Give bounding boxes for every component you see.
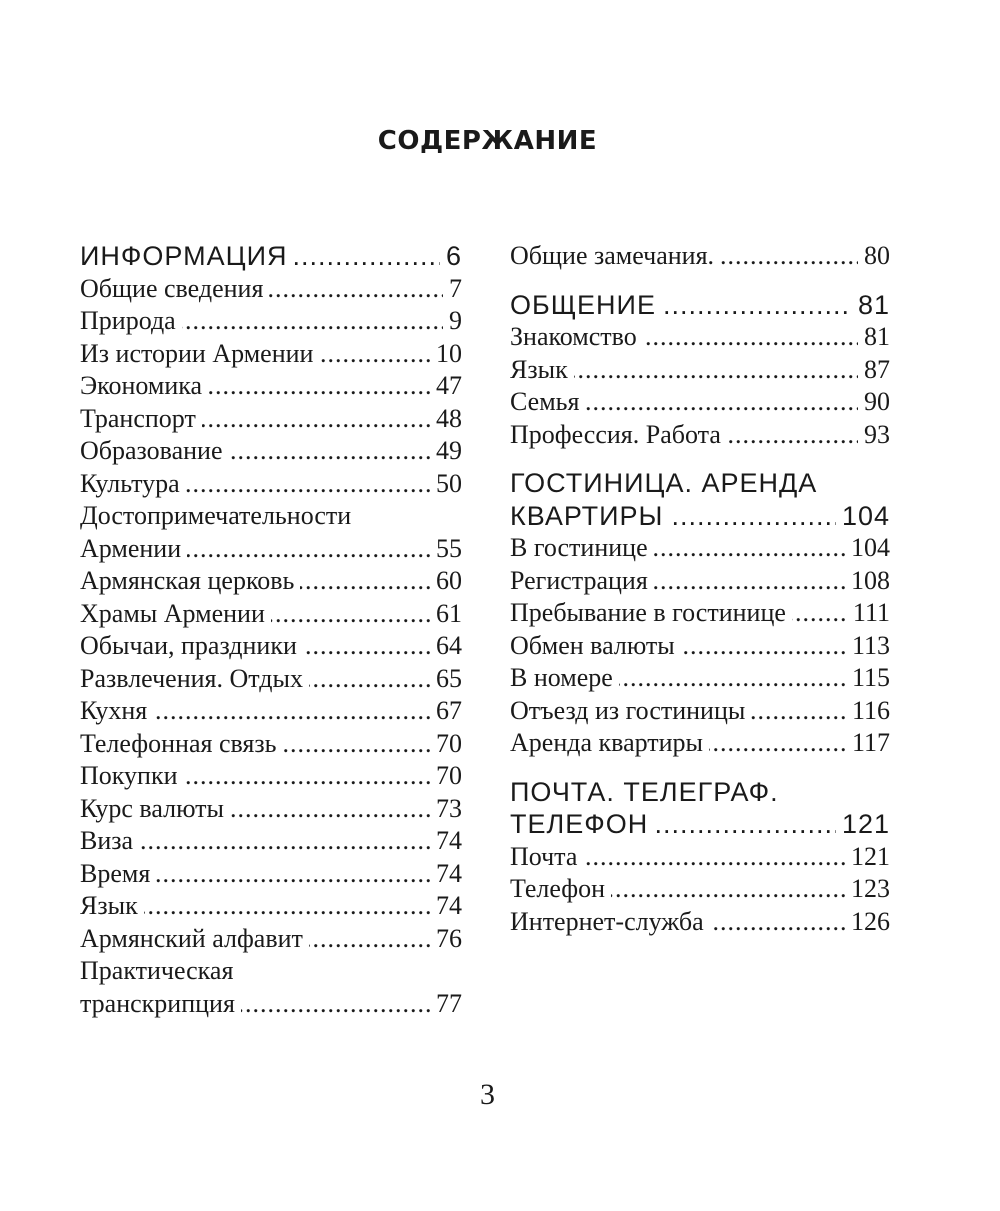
toc-entry-title: Знакомство — [510, 322, 643, 351]
toc-entry-first-line[interactable] — [510, 467, 890, 500]
toc-entry[interactable] — [80, 825, 462, 858]
toc-entry-title: Язык — [80, 891, 144, 920]
toc-entry-page: 116 — [846, 695, 890, 728]
toc-entry[interactable] — [80, 305, 462, 338]
toc-entry-page: 73 — [430, 793, 462, 826]
toc-entry-page: 70 — [430, 728, 462, 761]
toc-entry-page: 90 — [858, 386, 890, 419]
toc-entry[interactable] — [510, 597, 890, 630]
toc-entry[interactable] — [80, 598, 462, 631]
toc-entry[interactable] — [80, 695, 462, 728]
toc-entry-page: 81 — [852, 289, 890, 322]
toc-entry-title: ОБЩЕНИЕ — [510, 290, 662, 320]
toc-entry-page: 104 — [845, 532, 890, 565]
toc-entry-title: Практическая — [80, 956, 239, 985]
toc-entry-title: Покупки — [80, 761, 184, 790]
toc-entry-title: Виза — [80, 826, 139, 855]
toc-entry-page: 60 — [430, 565, 462, 598]
toc-entry-title: Общие сведения — [80, 274, 269, 303]
toc-entry[interactable] — [510, 695, 890, 728]
toc-entry[interactable] — [80, 403, 462, 436]
toc-entry-title: Природа — [80, 306, 182, 335]
toc-entry-title: Семья — [510, 387, 585, 416]
toc-entry-page: 81 — [858, 321, 890, 354]
toc-entry-page: 104 — [836, 500, 890, 533]
toc-entry[interactable] — [510, 873, 890, 906]
toc-entry-title: Язык — [510, 355, 574, 384]
toc-entry-title: ГОСТИНИЦА. АРЕНДА — [510, 468, 823, 498]
toc-entry[interactable] — [80, 923, 462, 956]
toc-entry[interactable] — [510, 240, 890, 273]
toc-entry-page: 115 — [846, 662, 890, 695]
toc-entry[interactable] — [80, 663, 462, 696]
toc-entry-page: 123 — [845, 873, 890, 906]
toc-entry-title: Кухня — [80, 696, 153, 725]
toc-entry-title: ТЕЛЕФОН — [510, 809, 654, 839]
toc-entry-title: Обычаи, праздники — [80, 631, 303, 660]
page-title: СОДЕРЖАНИЕ — [377, 126, 598, 156]
toc-entry-title: Интернет-служба — [510, 907, 710, 936]
toc-entry-title: Профессия. Работа — [510, 420, 727, 449]
toc-entry-first-line[interactable] — [510, 776, 890, 809]
toc-entry-page: 64 — [430, 630, 462, 663]
toc-entry-title: КВАРТИРЫ — [510, 501, 669, 531]
toc-entry-title: Обмен валюты — [510, 631, 681, 660]
toc-entry-page: 48 — [430, 403, 462, 436]
toc-entry-title: Телефонная связь — [80, 729, 283, 758]
toc-entry[interactable] — [80, 240, 462, 273]
toc-entry-title: ИНФОРМАЦИЯ — [80, 241, 294, 271]
toc-entry[interactable] — [80, 890, 462, 923]
toc-entry-page: 80 — [858, 240, 890, 273]
toc-entry-title: Телефон — [510, 874, 611, 903]
toc-entry-title: Время — [80, 859, 156, 888]
toc-entry[interactable] — [510, 354, 890, 387]
toc-entry-page: 49 — [430, 435, 462, 468]
toc-entry-page: 7 — [443, 273, 462, 306]
toc-entry-page: 50 — [430, 468, 462, 501]
toc-entry-page: 108 — [845, 565, 890, 598]
toc-entry[interactable] — [80, 370, 462, 403]
toc-entry-page: 87 — [858, 354, 890, 387]
toc-entry-page: 55 — [430, 533, 462, 566]
toc-entry-page: 65 — [430, 663, 462, 696]
toc-entry[interactable] — [80, 988, 462, 1021]
toc-entry-title: Из истории Армении — [80, 339, 319, 368]
toc-entry-title: Курс валюты — [80, 794, 230, 823]
toc-entry[interactable] — [80, 630, 462, 663]
toc-entry-title: Развлечения. Отдых — [80, 664, 309, 693]
toc-entry[interactable] — [510, 662, 890, 695]
toc-entry-title: Регистрация — [510, 566, 654, 595]
toc-entry-page: 113 — [846, 630, 890, 663]
toc-entry[interactable] — [80, 435, 462, 468]
toc-right-column — [510, 240, 890, 938]
toc-entry[interactable] — [510, 808, 890, 841]
toc-entry-page: 61 — [430, 598, 462, 631]
toc-entry[interactable] — [510, 565, 890, 598]
toc-entry[interactable] — [80, 533, 462, 566]
toc-entry-page: 117 — [846, 727, 890, 760]
toc-entry-title: Достопримечательности — [80, 501, 357, 530]
toc-entry[interactable] — [80, 565, 462, 598]
toc-entry-title: В гостинице — [510, 533, 654, 562]
toc-entry-first-line[interactable] — [80, 500, 462, 533]
toc-entry-page: 6 — [440, 240, 462, 273]
toc-entry-page: 121 — [845, 841, 890, 874]
toc-entry-title: транскрипция — [80, 989, 241, 1018]
toc-entry[interactable] — [80, 793, 462, 826]
toc-entry-title: Почта — [510, 842, 583, 871]
toc-entry-title: Образование — [80, 436, 229, 465]
toc-entry[interactable] — [510, 386, 890, 419]
toc-entry-title: ПОЧТА. ТЕЛЕГРАФ. — [510, 777, 785, 807]
toc-entry[interactable] — [510, 727, 890, 760]
toc-entry[interactable] — [510, 630, 890, 663]
toc-entry-title: Армянский алфавит — [80, 924, 309, 953]
toc-entry-page: 70 — [430, 760, 462, 793]
toc-entry[interactable] — [510, 906, 890, 939]
toc-entry-first-line[interactable] — [80, 955, 462, 988]
toc-entry[interactable] — [510, 419, 890, 452]
toc-entry[interactable] — [80, 858, 462, 891]
toc-entry[interactable] — [80, 338, 462, 371]
toc-entry-title: Армении — [80, 534, 187, 563]
toc-entry-title: Отъезд из гостиницы — [510, 696, 751, 725]
toc-entry-page: 77 — [430, 988, 462, 1021]
toc-entry[interactable] — [80, 728, 462, 761]
toc-entry[interactable] — [80, 760, 462, 793]
toc-entry-page: 74 — [430, 890, 462, 923]
toc-entry-title: Транспорт — [80, 404, 202, 433]
toc-entry-page: 93 — [858, 419, 890, 452]
toc-entry-page: 74 — [430, 825, 462, 858]
toc-entry-title: Экономика — [80, 371, 208, 400]
toc-entry-title: Пребывание в гостинице — [510, 598, 792, 627]
toc-entry-page: 121 — [836, 808, 890, 841]
toc-entry-title: Армянская церковь — [80, 566, 300, 595]
toc-entry-title: Храмы Армении — [80, 599, 271, 628]
toc-entry-page: 47 — [430, 370, 462, 403]
toc-entry-title: Аренда квартиры — [510, 728, 709, 757]
toc-entry-page: 10 — [430, 338, 462, 371]
toc-entry[interactable] — [80, 468, 462, 501]
toc-entry-page: 76 — [430, 923, 462, 956]
toc-entry-page: 111 — [847, 597, 890, 630]
toc-entry-page: 126 — [845, 906, 890, 939]
toc-entry[interactable] — [510, 321, 890, 354]
toc-entry-page: 74 — [430, 858, 462, 891]
page-number: 3 — [480, 1078, 495, 1111]
toc-entry-page: 67 — [430, 695, 462, 728]
toc-entry[interactable] — [510, 532, 890, 565]
toc-entry-page: 9 — [443, 305, 462, 338]
toc-entry[interactable] — [510, 841, 890, 874]
toc-entry-title: Общие замечания. — [510, 241, 720, 270]
toc-entry[interactable] — [510, 289, 890, 322]
toc-entry-title: Культура — [80, 469, 186, 498]
toc-entry[interactable] — [80, 273, 462, 306]
toc-entry[interactable] — [510, 500, 890, 533]
toc-entry-title: В номере — [510, 663, 619, 692]
toc-left-column — [80, 240, 462, 1020]
